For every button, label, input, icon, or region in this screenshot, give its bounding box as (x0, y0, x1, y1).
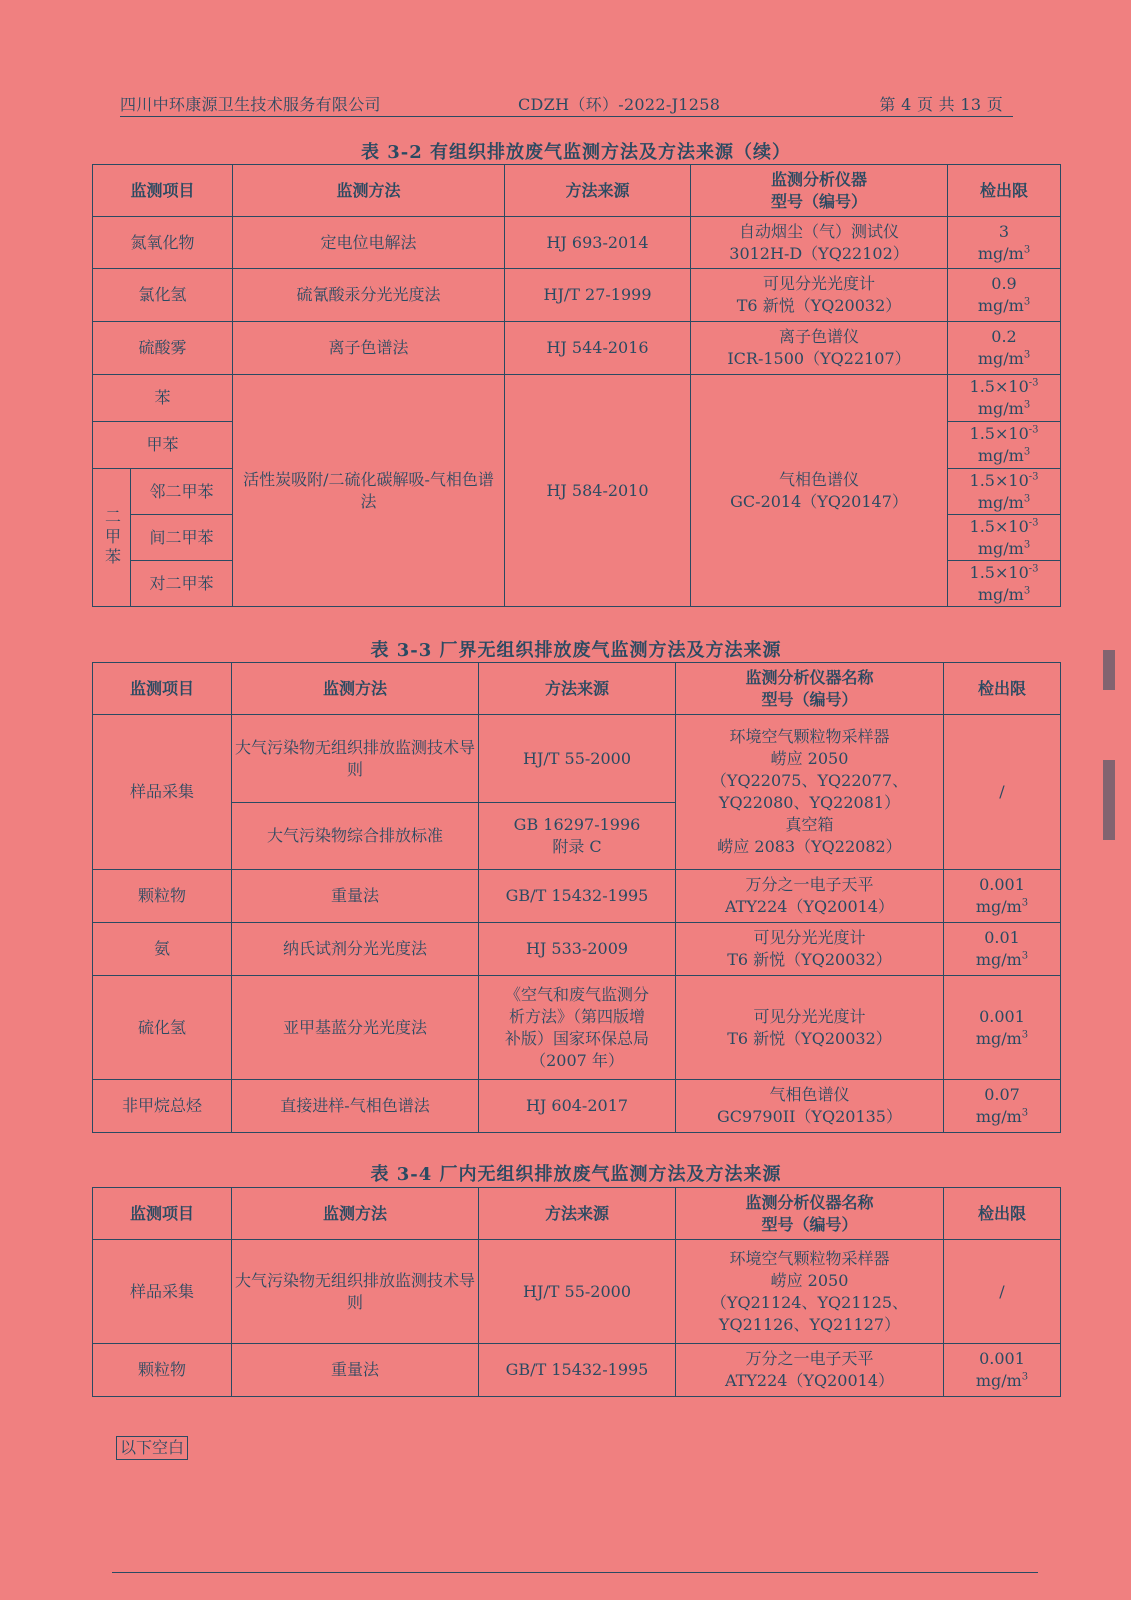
table-row: 氮氧化物 定电位电解法 HJ 693-2014 自动烟尘（气）测试仪 3012H-D（YQ22102） 3 $mg/m^3$ (93, 217, 1061, 269)
header-item: 监测项目 (93, 165, 233, 217)
table-3-3 (92, 662, 1061, 1133)
table-row: 硫酸雾 离子色谱法 HJ 544-2016 离子色谱仪 ICR-1500（YQ22107） 0.2 $mg/m^3$ (93, 322, 1061, 375)
table-row: 样品采集 大气污染物无组织排放监测技术导则 HJ/T 55-2000 环境空气颗粒物采样器 崂应 2050 （YQ21124、YQ21125、 YQ21126、YQ21127） / (93, 1240, 1061, 1344)
table-row: 二甲苯 邻二甲苯 $1.5\times 10^{-3}$ $mg/m^3$ (93, 469, 1061, 515)
table-row: 甲苯 $1.5\times 10^{-3}$ $mg/m^3$ (93, 422, 1061, 469)
table-3-3-caption: 表 3-3 厂界无组织排放废气监测方法及方法来源 (370, 640, 782, 661)
table-header-row: 监测项目 监测方法 方法来源 监测分析仪器名称 型号（编号） 检出限 (93, 663, 1061, 715)
table-row: 大气污染物综合排放标准 GB 16297-1996 附录 C (93, 803, 1061, 870)
table-row: 间二甲苯 $1.5\times 10^{-3}$ $mg/m^3$ (93, 515, 1061, 561)
table-3-4 (92, 1187, 1061, 1397)
header-source: 方法来源 (505, 165, 691, 217)
table-header-row: 监测项目 监测方法 方法来源 监测分析仪器名称 型号（编号） 检出限 (93, 1188, 1061, 1240)
table-row: 颗粒物 重量法 GB/T 15432-1995 万分之一电子天平 ATY224（YQ20014） 0.001 $mg/m^3$ (93, 1344, 1061, 1397)
page-number: 第 4 页 共 13 页 (879, 95, 1003, 114)
xylene-group-label: 二甲苯 (93, 469, 131, 607)
table-row: 颗粒物 重量法 GB/T 15432-1995 万分之一电子天平 ATY224（YQ20014） 0.001 $mg/m^3$ (93, 870, 1061, 923)
footer-rule (112, 1572, 1038, 1573)
table-row: 氨 纳氏试剂分光光度法 HJ 533-2009 可见分光光度计 T6 新悦（YQ20032） 0.01 $mg/m^3$ (93, 923, 1061, 976)
table-row: 样品采集 大气污染物无组织排放监测技术导则 HJ/T 55-2000 环境空气颗粒物采样器 崂应 2050 （YQ22075、YQ22077、 YQ22080、YQ22081） 真空箱 崂应 2083（YQ22082） / (93, 715, 1061, 803)
table-3-2 (92, 164, 1061, 607)
table-row: 氯化氢 硫氰酸汞分光光度法 HJ/T 27-1999 可见分光光度计 T6 新悦（YQ20032） 0.9 $mg/m^3$ (93, 269, 1061, 322)
report-number: CDZH（环）-2022-J1258 (518, 95, 721, 114)
header-method: 监测方法 (233, 165, 505, 217)
company-name: 四川中环康源卫生技术服务有限公司 (120, 95, 381, 114)
table-row: 非甲烷总烃 直接进样-气相色谱法 HJ 604-2017 气相色谱仪 GC9790II（YQ20135） 0.07 $mg/m^3$ (93, 1080, 1061, 1133)
header-instrument: 监测分析仪器 型号（编号） (691, 165, 948, 217)
table-3-4-caption: 表 3-4 厂内无组织排放废气监测方法及方法来源 (370, 1164, 782, 1185)
table-row: 苯 活性炭吸附/二硫化碳解吸-气相色谱法 HJ 584-2010 气相色谱仪 GC-2014（YQ20147） $1.5\times 10^{-3}$ $mg/m^3$ (93, 375, 1061, 422)
header-limit: 检出限 (948, 165, 1061, 217)
table-3-2-caption: 表 3-2 有组织排放废气监测方法及方法来源（续） (360, 142, 792, 163)
blank-below-note: 以下空白 (116, 1436, 188, 1460)
table-header-row (93, 165, 1061, 217)
seal-edge-mark (1103, 650, 1115, 690)
table-row: 对二甲苯 $1.5\times 10^{-3}$ $mg/m^3$ (93, 561, 1061, 607)
seal-edge-mark (1103, 760, 1115, 840)
page-header (120, 90, 1013, 117)
table-row: 硫化氢 亚甲基蓝分光光度法 《空气和废气监测分 析方法》（第四版增 补版）国家环保总局 （2007 年） 可见分光光度计 T6 新悦（YQ20032） 0.001 $mg/m^3$ (93, 976, 1061, 1080)
